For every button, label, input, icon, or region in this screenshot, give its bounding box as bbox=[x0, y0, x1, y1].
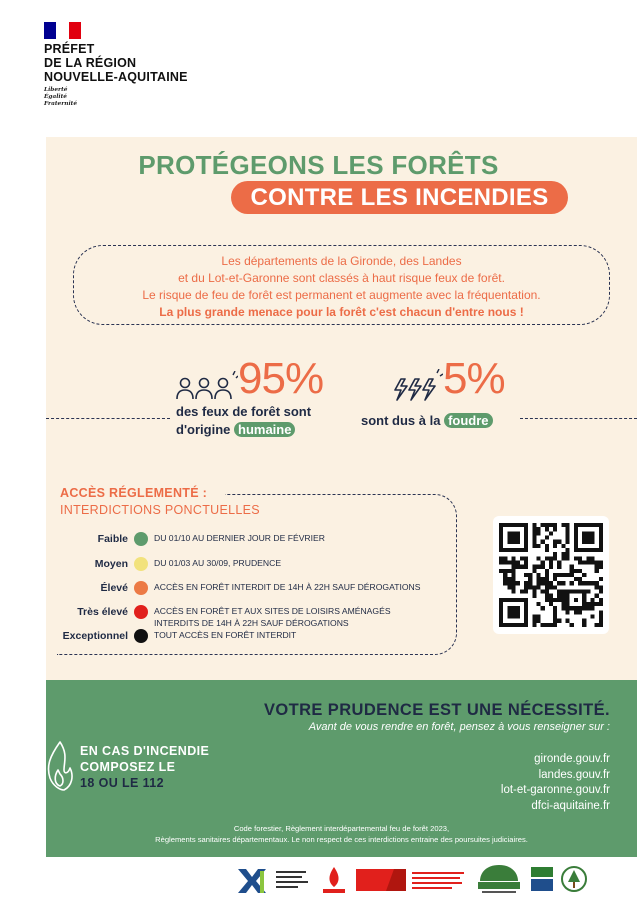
info-links bbox=[501, 752, 610, 814]
link-landes[interactable]: landes.gouv.fr bbox=[538, 768, 610, 781]
intro-emphasis: La plus grande menace pour la forêt c'est chacun d'entre nous ! bbox=[159, 305, 524, 319]
level-exceptionnel: Exceptionnel TOUT ACCÈS EN FORÊT INTERDIT bbox=[62, 630, 297, 642]
flag-icon bbox=[44, 22, 81, 39]
divider-right bbox=[520, 418, 637, 419]
stat-human-label: des feux de forêt sont d'origine humaine bbox=[176, 404, 312, 437]
stat-lightning-label: sont dus à la foudre bbox=[361, 412, 505, 430]
prefecture-logo bbox=[44, 22, 244, 108]
landes-logo-icon bbox=[236, 863, 272, 897]
access-title: ACCÈS RÉGLEMENTÉ : bbox=[60, 486, 208, 500]
highlight-lightning: foudre bbox=[444, 413, 492, 428]
stat-human-value: 95% bbox=[238, 354, 324, 403]
republic-motto: Liberté Égalité Fraternité bbox=[44, 87, 78, 107]
highlight-human: humaine bbox=[234, 422, 295, 437]
sdis33-logo-icon bbox=[356, 863, 468, 897]
flame-icon bbox=[46, 740, 74, 792]
link-lot-et-garonne[interactable]: lot-et-garonne.gouv.fr bbox=[500, 784, 610, 796]
link-dfci[interactable]: dfci-aquitaine.fr bbox=[531, 799, 610, 812]
emergency-call: EN CAS D'INCENDIE COMPOSEZ LE 18 OU LE 112 bbox=[80, 744, 210, 790]
onf-logo-icon bbox=[472, 863, 526, 897]
qr-code-icon bbox=[499, 522, 603, 628]
legal-notice: Code forestier, Règlement interdépartemental feu de forêt 2023, Règlements sanitaires départementaux. Le non respect de ces interdictions entraine des poursuites judiciaires. bbox=[155, 824, 528, 844]
stat-lightning bbox=[361, 354, 505, 430]
qr-code[interactable] bbox=[493, 516, 609, 634]
intro-text: Les départements de la Gironde, des Landes et du Lot-et-Garonne sont classés à haut risque feux de forêt. Le risque de feu de forêt est permanent et augmente avec la fréquentation. La plus grande menace pour la forêt c'est chacun d'entre nous ! bbox=[73, 253, 610, 321]
level-dot-orange bbox=[134, 581, 148, 595]
prudence-subtitle: Avant de vous rendre en forêt, pensez à vous renseigner sur : bbox=[308, 721, 610, 733]
dfci-logo-icon bbox=[530, 863, 554, 897]
level-faible: Faible DU 01/10 AU DERNIER JOUR DE FÉVRIER bbox=[97, 533, 325, 545]
title-line-1: PROTÉGEONS LES FORÊTS bbox=[138, 150, 499, 180]
link-gironde[interactable]: gironde.gouv.fr bbox=[534, 753, 610, 765]
divider-left bbox=[46, 418, 170, 419]
level-tres-eleve: Très élevé ACCÈS EN FORÊT ET AUX SITES DE LOISIRS AMÉNAGÉS INTERDITS DE 14H À 22H SAUF DÉROGATIONS bbox=[77, 606, 391, 628]
people-icon bbox=[176, 371, 238, 401]
stat-lightning-value: 5% bbox=[443, 354, 505, 403]
level-dot-black bbox=[134, 629, 148, 643]
prudence-title: VOTRE PRUDENCE EST UNE NÉCESSITÉ. bbox=[263, 701, 610, 719]
forest-logo-icon bbox=[559, 863, 589, 897]
level-dot-green bbox=[134, 532, 148, 546]
sdis40-logo-icon bbox=[276, 863, 314, 897]
level-moyen: Moyen DU 01/03 AU 30/09, PRUDENCE bbox=[94, 558, 282, 570]
level-dot-yellow bbox=[134, 557, 148, 571]
lightning-icon bbox=[393, 369, 443, 401]
prefecture-name: PRÉFET DE LA RÉGION NOUVELLE-AQUITAINE bbox=[44, 42, 188, 84]
title-line-2: CONTRE LES INCENDIES bbox=[231, 181, 568, 214]
access-subtitle: INTERDICTIONS PONCTUELLES bbox=[60, 503, 260, 517]
level-dot-red bbox=[134, 605, 148, 619]
emergency-numbers: 18 OU LE 112 bbox=[80, 776, 165, 790]
level-eleve: Élevé ACCÈS EN FORÊT INTERDIT DE 14H À 22H SAUF DÉROGATIONS bbox=[100, 582, 421, 594]
sdis47-logo-icon bbox=[317, 863, 351, 897]
stat-human bbox=[176, 354, 324, 439]
